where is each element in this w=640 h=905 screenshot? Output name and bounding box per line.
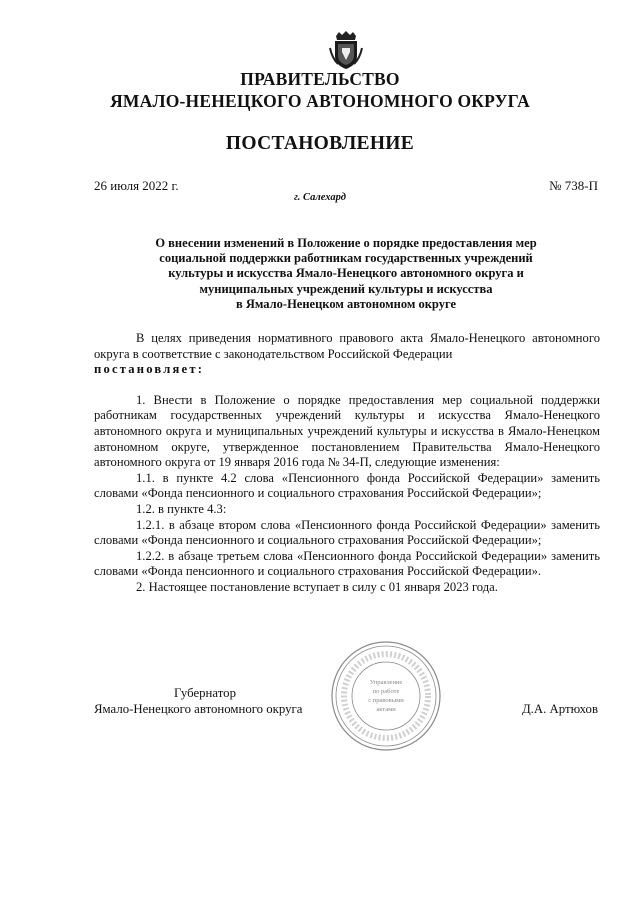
government-title: ПРАВИТЕЛЬСТВО <box>240 69 400 89</box>
item-paragraph: 1.1. в пункте 4.2 слова «Пенсионного фонда Российской Федерации» заменить словами «Фонда пенсионного и социального страхования Российской Федерации»; <box>94 470 600 501</box>
decree-word: постановляет: <box>94 362 205 377</box>
signature-name: Д.А. Артюхов <box>521 702 598 716</box>
preamble-paragraph: В целях приведения нормативного правового акта Ямало-Ненецкого автономного округа в соответствие с законодательством Российской Федерации <box>94 331 600 361</box>
stamp-text: по работе <box>372 688 400 695</box>
item-paragraph: 1.2.1. в абзаце втором слова «Пенсионного фонда Российской Федерации» заменить словами «Фонда пенсионного и социального страхования Российской Федерации»; <box>94 517 600 548</box>
subject-line: муниципальных учреждений культуры и искусства <box>199 281 493 296</box>
document-city: г. Салехард <box>294 192 346 203</box>
official-stamp <box>330 640 442 752</box>
item-paragraph: 2. Настоящее постановление вступает в силу с 01 января 2023 года. <box>136 579 498 594</box>
stamp-text: с правовыми <box>368 697 404 704</box>
item-paragraph: 1.2.2. в абзаце третьем слова «Пенсионного фонда Российской Федерации» заменить словами «Фонда пенсионного и социального страхования Российской Федерации». <box>94 548 600 579</box>
signature-org: Ямало-Ненецкого автономного округа <box>94 702 303 716</box>
subject-line: О внесении изменений в Положение о порядке предоставления мер <box>155 236 537 250</box>
document-type: ПОСТАНОВЛЕНИЕ <box>225 133 415 154</box>
document-number: № 738-П <box>549 178 598 193</box>
subject-line: культуры и искусства Ямало-Ненецкого автономного округа и <box>168 266 524 281</box>
coat-of-arms-icon <box>329 30 363 70</box>
signature-title: Губернатор <box>174 686 236 700</box>
item-paragraph: 1. Внести в Положение о порядке предоставления мер социальной поддержки работникам государственных учреждений культуры и искусства Ямало-Ненецкого автономного округа и муниципальных учреждений культуры и искусства в Ямало-Ненецком автономном округе, утвержденное постановлением Правительства Ямало-Ненецкого автономного округа от 19 января 2016 года № 34-П, следующие изменения: <box>94 392 600 470</box>
document-date: 26 июля 2022 г. <box>94 178 179 193</box>
region-title: ЯМАЛО-НЕНЕЦКОГО АВТОНОМНОГО ОКРУГА <box>110 91 530 111</box>
subject-line: социальной поддержки работникам государственных учреждений <box>159 251 533 266</box>
stamp-text: актами <box>376 706 396 713</box>
document-subject <box>94 236 598 312</box>
document-body <box>94 331 600 596</box>
subject-line: в Ямало-Ненецком автономном округе <box>235 296 457 311</box>
item-paragraph: 1.2. в пункте 4.3: <box>136 501 227 516</box>
stamp-text: Управление <box>369 679 403 686</box>
